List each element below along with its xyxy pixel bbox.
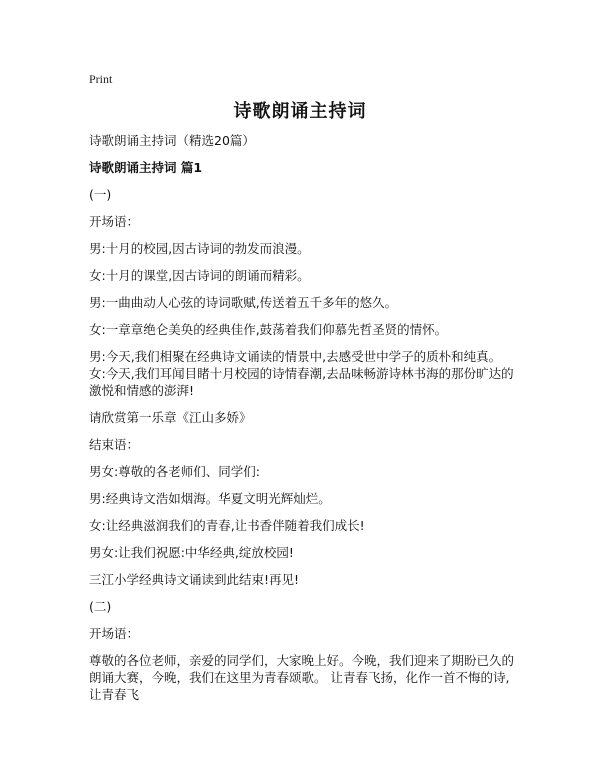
part-marker: (一) <box>89 187 112 202</box>
paragraph: 女:十月的课堂,因古诗词的朗诵而精彩。 <box>89 268 310 283</box>
section-heading: 诗歌朗诵主持词 篇1 <box>89 160 203 175</box>
paragraph: 女:一章章绝仑美奂的经典佳作,鼓荡着我们仰慕先哲圣贤的情怀。 <box>89 322 448 337</box>
paragraph: 男:经典诗文浩如烟海。华夏文明光辉灿烂。 <box>89 491 331 506</box>
paragraph: 男:十月的校园,因古诗词的勃发而浪漫。 <box>89 241 310 256</box>
paragraph: 尊敬的各位老师，亲爱的同学们，大家晚上好。今晚，我们迎来了期盼已久的朗诵大赛，今晚，我们在这里为青春颂歌。 让青春飞扬，化作一首不悔的诗,让青春飞 <box>89 653 515 702</box>
subtitle: 诗歌朗诵主持词（精选20篇） <box>89 133 255 148</box>
paragraph: 男:一曲曲动人心弦的诗词歌赋,传送着五千多年的悠久。 <box>89 295 398 310</box>
document-body <box>89 132 517 713</box>
paragraph: 结束语： <box>89 437 140 452</box>
document-title: 诗歌朗诵主持词 <box>233 101 367 122</box>
print-label[interactable]: Print <box>89 72 113 86</box>
paragraph: 三江小学经典诗文诵读到此结束!再见! <box>89 572 300 587</box>
paragraph: 男女:尊敬的各老师们、同学们: <box>89 464 260 479</box>
paragraph: 开场语： <box>89 626 140 641</box>
paragraph: 男女:让我们祝愿:中华经典,绽放校园! <box>89 545 294 560</box>
paragraph: 女:让经典滋润我们的青春,让书香伴随着我们成长! <box>89 518 365 533</box>
paragraph: 请欣赏第一乐章《江山多娇》 <box>89 410 252 425</box>
part-marker: (二) <box>89 599 112 614</box>
paragraph: 开场语： <box>89 214 140 229</box>
paragraph: 男:今天,我们相聚在经典诗文诵读的情景中,去感受世中学子的质朴和纯真。 女:今天,我们耳闻目睹十月校园的诗情春潮,去品味畅游诗林书海的那份旷达的激悦和情感的澎湃! <box>89 349 514 398</box>
